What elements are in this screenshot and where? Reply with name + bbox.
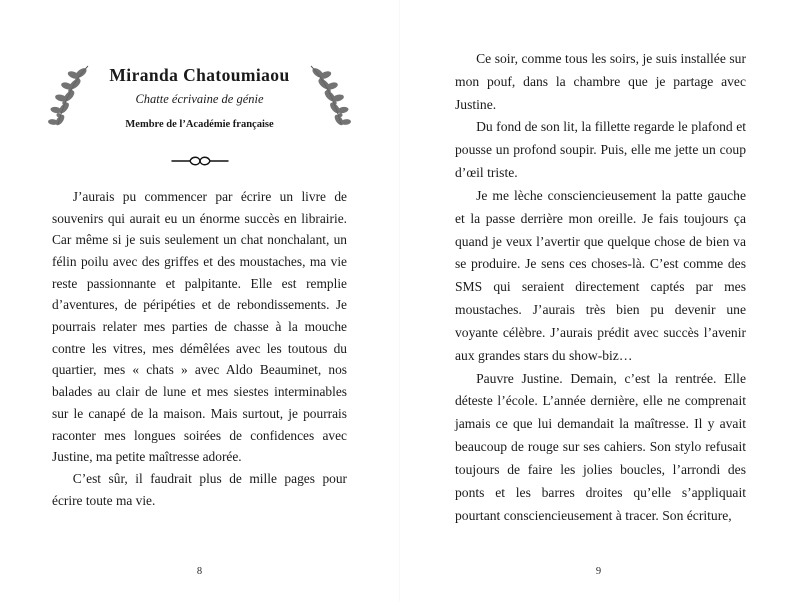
membership-line: Membre de l’Académie française (125, 119, 274, 131)
subtitle: Chatte écrivaine de génie (135, 92, 264, 107)
paragraph: Ce soir, comme tous les soirs, je suis installée sur mon pouf, dans la chambre que je partage avec Justine. (455, 51, 746, 112)
paragraph: Du fond de son lit, la fillette regarde le plafond et pousse un profond soupir. Puis, elle me jette un coup d’œil triste. (455, 119, 746, 181)
paragraph: Pauvre Justine. Demain, c’est la rentrée. Elle déteste l’école. L’année dernière, elle ne comprenait jamais ce que lui demandait la maîtresse. Il y avait beaucoup de rouge sur ses cahiers. Son stylo refusait toujours de faire les jolies boucles, l’arrondi des ponts et les barres droites qu’elle s’appliquait pourtant consciencieusement à tracer. Son écriture, (455, 370, 746, 523)
page-number: 9 (595, 566, 602, 577)
olive-branch-icon (305, 62, 357, 140)
right-page (399, 0, 798, 601)
swirl-divider-icon (52, 154, 347, 168)
right-page-body (455, 48, 746, 527)
paragraph: C’est sûr, il faudrait plus de mille pages pour écrire toute ma vie. (52, 470, 347, 508)
page-number: 8 (196, 566, 203, 577)
olive-branch-icon (42, 62, 94, 140)
title-block (52, 56, 347, 138)
paragraph: Je me lèche consciencieusement la patte gauche et la passe derrière mon oreille. Je fais toujours ça quand je veux l’avertir que quelque chose de bien va se produire. Je sens ces choses-là. C’est comme des SMS qui seraient directement captés par mes moustaches. J’aurais très bien pu devenir une voyante célèbre. J’aurais prédit avec succès l’avenir aux grandes stars du show-biz… (455, 187, 746, 363)
page-title: Miranda Chatoumiaou (109, 65, 290, 85)
paragraph: J’aurais pu commencer par écrire un livre de souvenirs qui aurait eu un énorme succès en librairie. Car même si je suis seulement un chat nonchalant, un félin poilu avec des griffes et des moustaches, ma vie reste passionnante et palpitante. Elle est remplie d’aventures, de péripéties et de rebondissements. Je pourrais relater mes parties de chasse à la mouche contre les vitres, mes démêlées avec les toutous du quartier, mes « chats » avec Aldo Beauminet, nos balades au clair de lune et mes siestes interminables sur le canapé de la maison. Mais surtout, je pourrais raconter mes longues soirées de confidences avec Justine, ma petite maîtresse adorée. (52, 188, 347, 465)
left-page-body (52, 186, 347, 512)
